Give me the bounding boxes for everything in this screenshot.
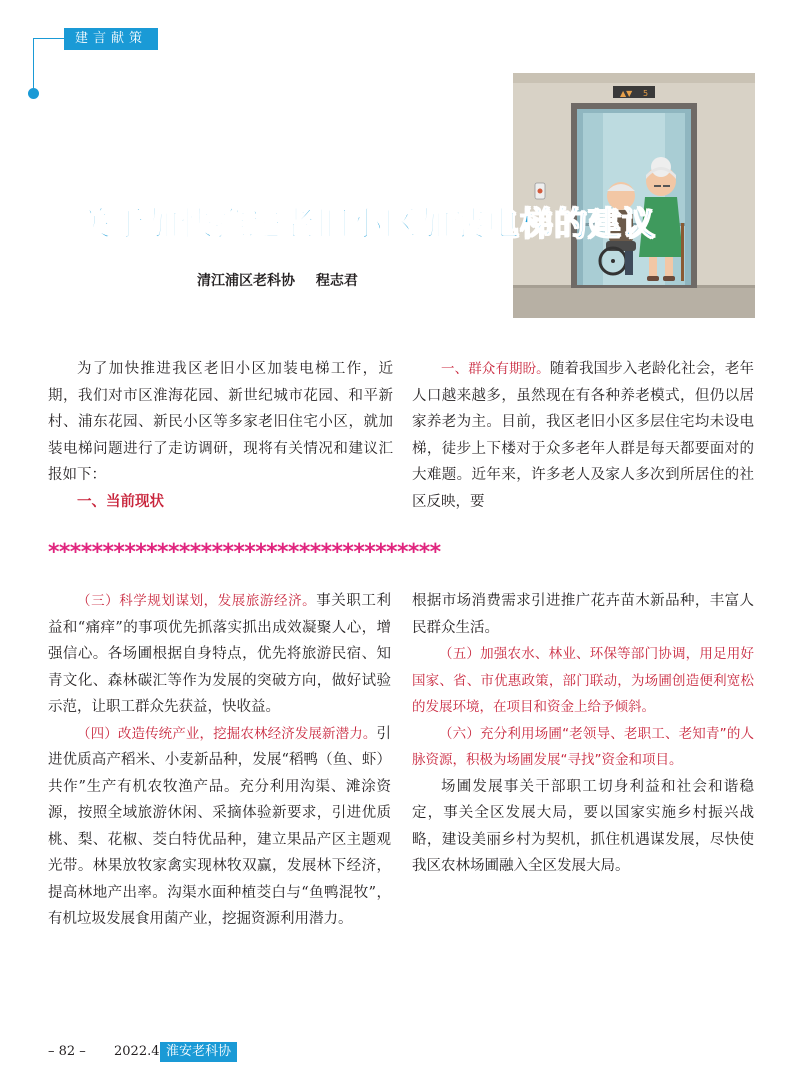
lead-red-text: 一、群众有期盼。 [441, 361, 550, 377]
closing-paragraph: 场圃发展事关干部职工切身利益和社会和谐稳定，事关全区发展大局，要以国家实施乡村振兴战略，建设美丽乡村为契机，抓住机遇谋发展，尽快使我区农林场圃融入全区发展大局。 [412, 778, 754, 874]
paragraph-3-body: 事关职工利益和“痛痒”的事项优先抓落实抓出成效凝聚人心，增强信心。各场圃根据自身特点，优先将旅游民宿、知青文化、森林碳汇等作为发展的突破方向，做好试验示范，让职工群众先获益，快收益。 [48, 593, 392, 715]
issue-number: 2022.4 [114, 1044, 160, 1059]
paragraph-continuation: 根据市场消费需求引进推广花卉苗木新品种，丰富人民群众生活。 [412, 593, 754, 636]
paragraph-public-expectation [412, 356, 754, 515]
svg-text:▲▼: ▲▼ [620, 89, 633, 98]
paragraph-6: （六）充分利用场圃“老领导、老职工、老知青”的人脉资源，积极为场圃发展“寻找”资金和项目。 [412, 725, 754, 768]
author-name: 程志君 [315, 273, 358, 289]
article-title: 关于加快推进老旧小区加装电梯的建议 [78, 204, 656, 243]
paragraph-3-lead: （三）科学规划谋划，发展旅游经济。 [77, 593, 317, 609]
header-rule-vertical [33, 38, 34, 92]
author-line [197, 270, 374, 290]
section-heading-current-status: 一、当前现状 [77, 493, 164, 510]
paragraph-4-lead: （四）改造传统产业，挖掘农林经济发展新潜力。 [77, 725, 377, 742]
paragraph-body: 随着我国步入老龄化社会，老年人口越来越多，虽然现在有各种养老模式，但仍以居家养老为主。目前，我区老旧小区多层住宅均未设电梯，徒步上下楼对于众多老年人群是每天都要面对的大难题。近年来，许多老人及家人多次到所居住的社区反映，要 [412, 361, 755, 510]
header-rule-horizontal [33, 38, 65, 39]
header-dot [28, 88, 39, 99]
column-bottom-right [412, 588, 754, 880]
paragraph-5: （五）加强农水、林业、环保等部门协调，用足用好国家、省、市优惠政策，部门联动，为场圃创造便利宽松的发展环境，在项目和资金上给予倾斜。 [412, 646, 754, 715]
asterisk-separator: ************************************ [48, 540, 441, 565]
paragraph-4-body: 引进优质高产稻米、小麦新品种，发展“稻鸭（鱼、虾）共作”生产有机农牧渔产品。充分利用沟渠、滩涂资源，按照全域旅游休闲、采摘体验新要求，引进优质桃、梨、花椒、茭白特优品种，建立果品产区主题观光带。林果放牧家禽实现林牧双赢，发展林下经济，提高林地产出率。沟渠水面种植茭白与“鱼鸭混牧”，有机垃圾发展食用菌产业，挖掘资源利用潜力。 [48, 725, 391, 927]
column-bottom-left [48, 588, 391, 933]
paragraph-3 [48, 588, 391, 721]
author-org: 清江浦区老科协 [197, 273, 295, 289]
elevator-illustration [513, 73, 755, 318]
paragraph-4 [48, 721, 391, 933]
column-top-right [412, 356, 754, 515]
floor-number: 5 [643, 89, 649, 98]
intro-paragraph: 为了加快推进我区老旧小区加装电梯工作，近期，我们对市区淮海花园、新世纪城市花园、和平新村、浦东花园、新民小区等多家老旧住宅小区，就加装电梯问题进行了走访调研，现将有关情况和建议汇报如下： [48, 361, 393, 483]
column-top-left [48, 356, 393, 515]
page-number: – 82 – [48, 1044, 86, 1059]
magazine-name: 淮安老科协 [160, 1042, 237, 1062]
section-tag: 建言献策 [64, 28, 158, 50]
